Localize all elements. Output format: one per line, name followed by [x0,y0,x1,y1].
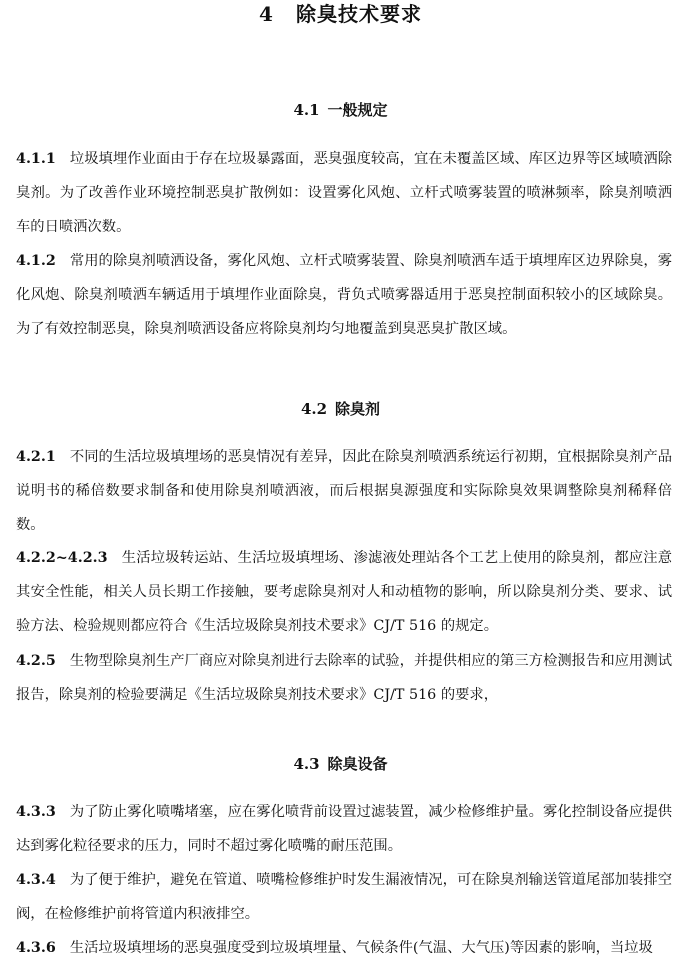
clause-4-2-2-4-2-3 [16,541,672,643]
section-title-4-1 [0,100,681,120]
clause-4-1-2 [16,244,672,346]
clause-number: 4.2.2~4.2.3 [16,550,108,566]
section-number: 4.2 [300,400,328,418]
clause-number: 4.2.5 [16,653,56,669]
clause-text: 为了便于维护，避免在管道、喷嘴检修维护时发生漏液情况，可在除臭剂输送管道尾部加装排空阀，在检修维护前将管道内积液排空。 [16,872,672,922]
clause-4-3-4 [16,863,672,931]
clause-4-3-3 [16,795,672,863]
section-title-4-2 [0,399,681,419]
section-number: 4.3 [293,755,320,773]
clause-text: 生活垃圾填埋场的恶臭强度受到垃圾填埋量、气候条件(气温、大气压)等因素的影响，当垃圾 [69,940,653,956]
chapter-number: 4 [259,2,274,26]
clause-text: 不同的生活垃圾填埋场的恶臭情况有差异，因此在除臭剂喷洒系统运行初期，宜根据除臭剂产品说明书的稀倍数要求制备和使用除臭剂喷洒液，而后根据臭源强度和实际除臭效果调整除臭剂稀释倍数。 [16,449,672,533]
section-title-4-3 [0,754,681,774]
section-title-text: 除臭剂 [335,400,381,418]
chapter-title [0,0,681,28]
clause-text: 生活垃圾转运站、生活垃圾填埋场、渗滤液处理站各个工艺上使用的除臭剂，都应注意其安全性能，相关人员长期工作接触，要考虑除臭剂对人和动植物的影响，所以除臭剂分类、要求、试验方法、检验规则都应符合《生活垃圾除臭剂技术要求》CJ/T 516 的规定。 [16,550,672,634]
section-title-text: 除臭设备 [327,755,388,773]
clause-text: 垃圾填埋作业面由于存在垃圾暴露面，恶臭强度较高，宜在未覆盖区域、库区边界等区域喷洒除臭剂。为了改善作业环境控制恶臭扩散例如：设置雾化风炮、立杆式喷雾装置的喷淋频率，除臭剂喷洒车的日喷洒次数。 [16,151,672,235]
clause-4-3-6 [16,931,672,965]
chapter-title-text: 除臭技术要求 [295,2,422,26]
clause-text: 常用的除臭剂喷洒设备，雾化风炮、立杆式喷雾装置、除臭剂喷洒车适于填埋库区边界除臭，雾化风炮、除臭剂喷洒车辆适用于填埋作业面除臭，背负式喷雾器适用于恶臭控制面积较小的区域除臭。为了有效控制恶臭，除臭剂喷洒设备应将除臭剂均匀地覆盖到臭恶臭扩散区域。 [16,253,672,337]
section-title-text: 一般规定 [327,101,388,119]
clause-4-2-1 [16,440,672,542]
section-number: 4.1 [293,101,320,119]
clause-text: 为了防止雾化喷嘴堵塞，应在雾化喷背前设置过滤装置，减少检修维护量。雾化控制设备应提供达到雾化粒径要求的压力，同时不超过雾化喷嘴的耐压范围。 [16,804,672,854]
clause-number: 4.3.3 [16,804,56,820]
clause-text: 生物型除臭剂生产厂商应对除臭剂进行去除率的试验，并提供相应的第三方检测报告和应用测试报告，除臭剂的检验要满足《生活垃圾除臭剂技术要求》CJ/T 516 的要求， [16,653,672,703]
clause-number: 4.1.2 [16,253,56,269]
clause-number: 4.3.6 [16,940,56,956]
clause-number: 4.2.1 [16,449,56,465]
clause-number: 4.1.1 [16,151,56,167]
clause-4-2-5 [16,644,672,712]
clause-4-1-1 [16,142,672,244]
clause-number: 4.3.4 [16,872,56,888]
